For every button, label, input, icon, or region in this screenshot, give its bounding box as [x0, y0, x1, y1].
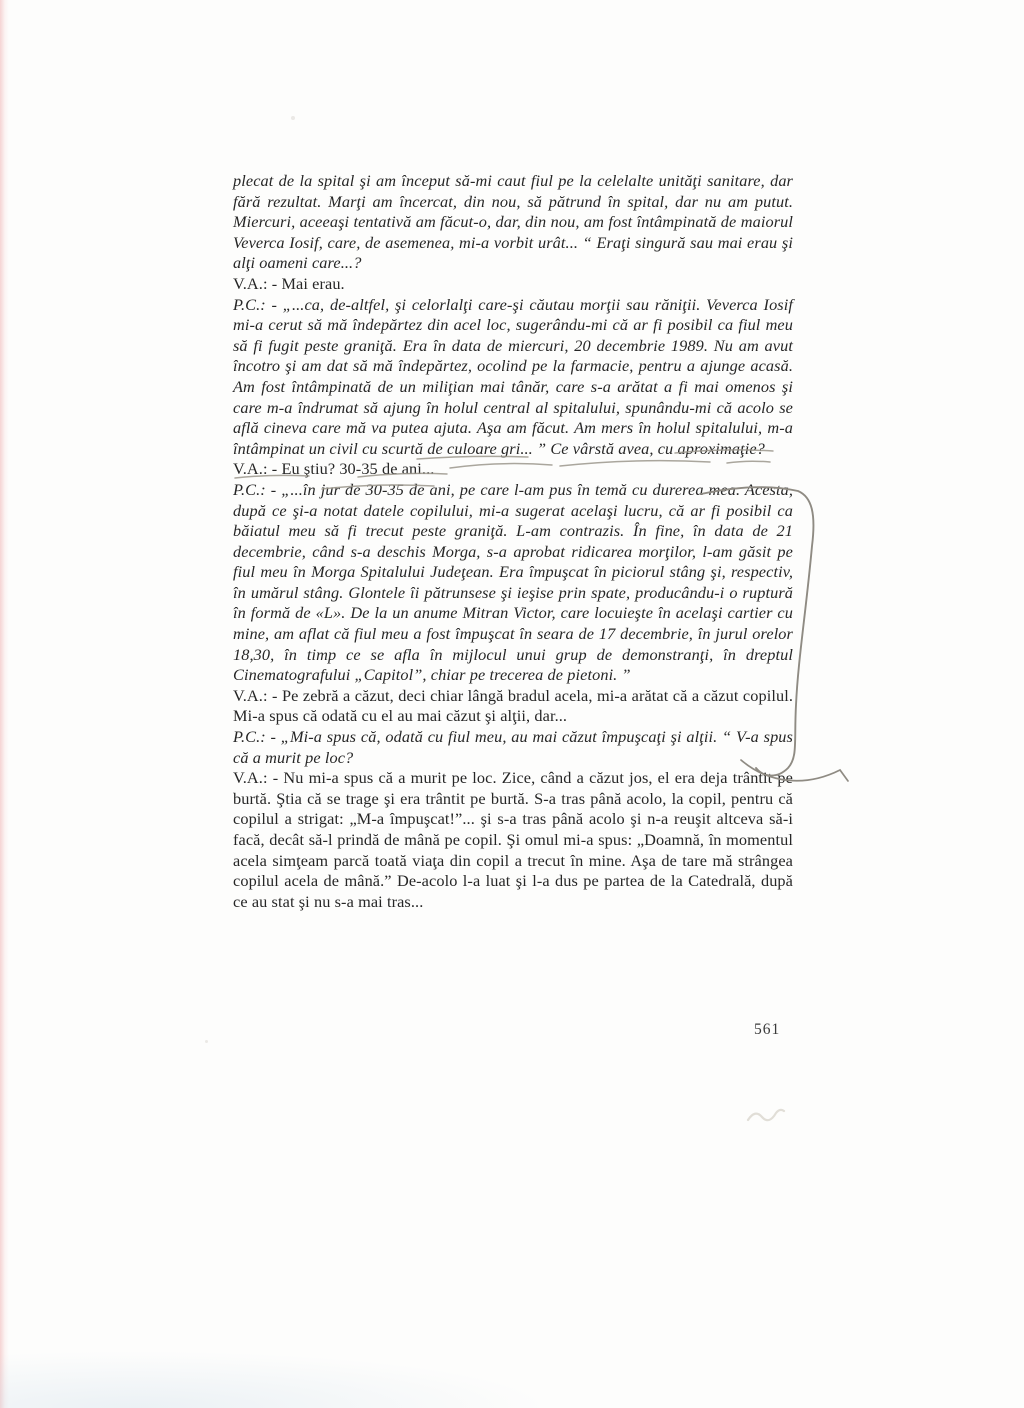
dialogue-text-block	[233, 171, 793, 912]
paper-speck	[205, 1040, 208, 1043]
scan-edge-bottom-tint	[0, 1352, 540, 1408]
dialogue-paragraph: V.A.: - Eu ştiu? 30-35 de ani...	[233, 459, 435, 479]
dialogue-paragraph: P.C.: - „Mi-a spus că, odată cu fiul meu, au mai căzut împuşcaţi şi alţii. “ V-a spus că a murit pe loc?	[233, 727, 793, 767]
paper-speck	[291, 116, 295, 120]
dialogue-paragraph: V.A.: - Pe zebră a căzut, deci chiar lângă bradul acela, mi-a arătat că a căzut copilul. Mi-a spus că odată cu el au mai căzut şi alţii, dar...	[233, 685, 793, 726]
dialogue-paragraph: P.C.: - „...ca, de-altfel, şi celorlalţi care-şi căutau morţii sau răniţii. Veverca Iosif mi-a cerut să mă îndepărtez din acel loc, sugerându-mi că ar fi posibil ca fiul meu să fi fugit peste graniţă. Era în data de miercuri, 20 decembrie 1989. Nu am avut încotro şi am dat să mă îndepărtez, ocolind pe la farmacie, pentru a ajunge acasă. Am fost întâmpinată de un miliţian mai tânăr, care s-a arătat a fi mai omenos şi care m-a îndrumat să ajung în holul central al spitalului, spunându-mi că acolo se află cineva care mă va putea ajuta. Aşa am făcut. Am mers în holul spitalului, m-a întâmpinat un civil cu scurtă de culoare gri... ” Ce vârstă avea, cu aproximaţie?	[233, 294, 793, 458]
dialogue-paragraph: V.A.: - Mai erau.	[233, 273, 345, 293]
faint-pencil-smudge	[748, 1110, 784, 1120]
dialogue-paragraph: plecat de la spital şi am început să-mi caut fiul pe la celelalte unităţi sanitare, dar fără rezultat. Marţi am încercat, din nou, să pătrund în spital, dar nu am putut. Miercuri, aceeaşi tentativă am făcut-o, dar, din nou, am fost întâmpinată de maiorul Veverca Iosif, care, de asemenea, mi-a vorbit urât... “ Eraţi singură sau mai erau şi alţi oameni care...?	[233, 171, 793, 273]
page-number: 561	[754, 1021, 781, 1038]
dialogue-paragraph: V.A.: - Nu mi-a spus că a murit pe loc. Zice, când a căzut jos, el era deja trântit pe burtă. Ştia că se trage şi era trântit pe burtă. S-a tras până acolo, la copil, pentru că copilul a strigat: „M-a împuşcat!”... şi s-a tras până acolo şi n-a reuşit altceva să-i facă, decât să-l prindă de mână pe copil. Şi omul mi-a spus: „Doamnă, în momentul acela simţeam parcă toată viaţa din copil a trecut în mine. Aşa de tare mă strângea copilul acela de mână.” De-acolo l-a luat şi l-a dus pe partea de la Catedrală, după ce au stat şi nu s-a mai tras...	[233, 768, 793, 911]
dialogue-paragraph: P.C.: - „...în jur de 30-35 de ani, pe care l-am pus în temă cu durerea mea. Acesta, după ce şi-a notat datele copilului, mi-a sugerat acelaşi lucru, că ar fi posibil ca băiatul meu să fi trecut peste graniţă. L-am contrazis. În fine, în data de 21 decembrie, când s-a deschis Morga, s-a aprobat ridicarea morţilor, l-am găsit pe fiul meu în Morga Spitalului Judeţean. Era împuşcat în piciorul stâng şi, respectiv, în umărul stâng. Glontele îi pătrunsese şi ieşise prin spate, producându-i o ruptură în formă de «L». De la un anume Mitran Victor, care locuieşte în acelaşi cartier cu mine, am aflat că fiul meu a fost împuşcat în seara de 17 decembrie, în jurul orelor 18,30, în timp ce se afla în mijlocul unui grup de demonstranţi, în dreptul Cinematografului „Capitol”, chiar pe trecerea de pietoni. ”	[233, 479, 793, 685]
scan-edge-pink-strip	[0, 0, 9, 1408]
